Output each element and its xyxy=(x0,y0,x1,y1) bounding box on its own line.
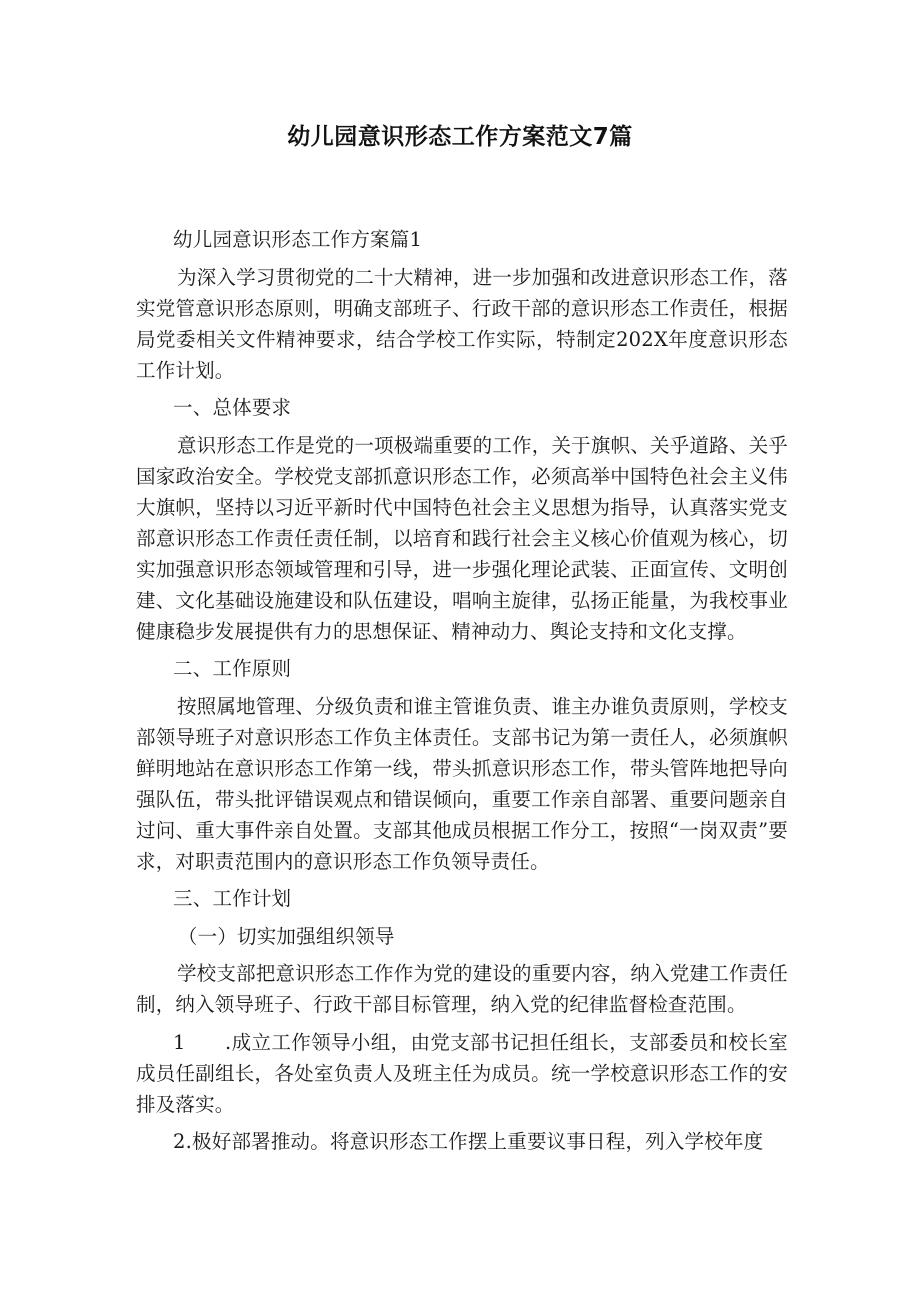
article-heading: 幼儿园意识形态工作方案篇1 xyxy=(173,228,423,251)
section-heading-general-requirements: 一、总体要求 xyxy=(173,396,292,419)
subsection-heading-organization: （一）切实加强组织领导 xyxy=(177,924,395,948)
document-body xyxy=(136,224,788,1164)
section-heading-work-plan: 三、工作计划 xyxy=(173,887,292,910)
list-item-1: 1 .成立工作领导小组，由党支部书记担任组长，支部委员和校长室成员任副组长，各处室负责人及班主任为成员。统一学校意识形态工作的安排及落实。 xyxy=(136,1030,788,1116)
work-principles-paragraph: 按照属地管理、分级负责和谁主管谁负责、谁主办谁负责原则，学校支部领导班子对意识形态工作负主体责任。支部书记为第一责任人，必须旗帜鲜明地站在意识形态工作第一线，带头抓意识形态工作，带头管阵地把导向强队伍，带头批评错误观点和错误倾向，重要工作亲自部署、重要问题亲自过问、重大事件亲自处置。支部其他成员根据工作分工，按照“一岗双责”要求，对职责范围内的意识形态工作负领导责任。 xyxy=(136,694,788,873)
section-heading-work-principles: 二、工作原则 xyxy=(173,657,292,680)
list-item-2: 2.极好部署推动。将意识形态工作摆上重要议事日程，列入学校年度 xyxy=(173,1130,764,1153)
general-requirements-paragraph: 意识形态工作是党的一项极端重要的工作，关于旗帜、关乎道路、关乎国家政治安全。学校党支部抓意识形态工作，必须高举中国特色社会主义伟大旗帜，坚持以习近平新时代中国特色社会主义思想为指导，认真落实党支部意识形态工作责任责任制，以培育和践行社会主义核心价值观为核心，切实加强意识形态领域管理和引导，进一步强化理论武装、正面宣传、文明创建、文化基础设施建设和队伍建设，唱响主旋律，弘扬正能量，为我校事业健康稳步发展提供有力的思想保证、精神动力、舆论支持和文化支撑。 xyxy=(136,433,788,643)
organization-paragraph: 学校支部把意识形态工作作为党的建设的重要内容，纳入党建工作责任制，纳入领导班子、行政干部目标管理，纳入党的纪律监督检查范围。 xyxy=(136,962,788,1016)
document-title: 幼儿园意识形态工作方案范文7篇 xyxy=(287,124,633,150)
intro-paragraph: 为深入学习贯彻党的二十大精神，进一步加强和改进意识形态工作，落实党管意识形态原则，明确支部班子、行政干部的意识形态工作责任，根据局党委相关文件精神要求，结合学校工作实际，特制定202X年度意识形态工作计划。 xyxy=(136,265,788,382)
